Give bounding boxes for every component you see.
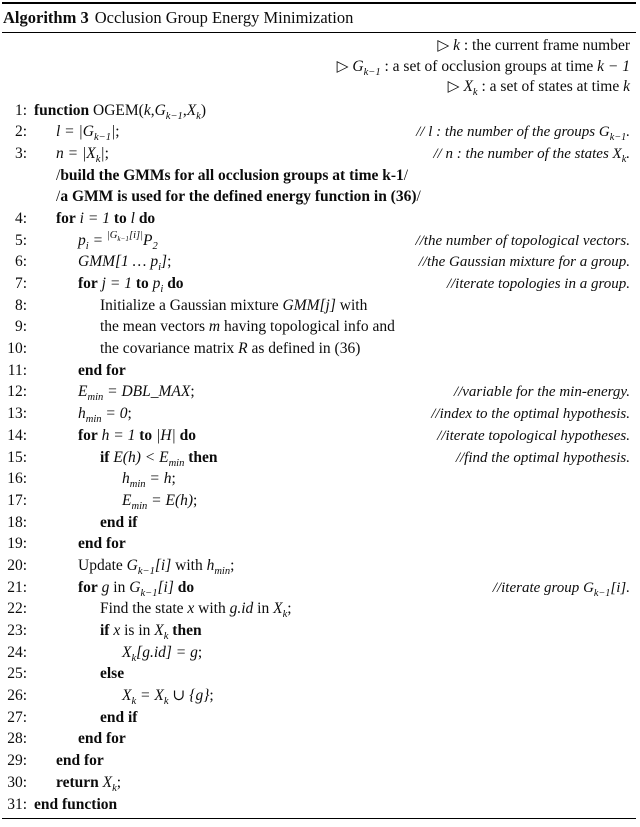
line-body: Initialize a Gaussian mixture GMM[j] with — [100, 296, 368, 314]
line-comment: //iterate topologies in a group. — [446, 276, 630, 292]
line-number: 1: — [14, 101, 27, 119]
line-body: /build the GMMs for all occlusion groups at time k-1/ — [56, 166, 409, 184]
line-body: return $X_k$; — [56, 773, 122, 794]
line-body: $X_k = X_k$ ∪ {g}; — [122, 687, 214, 708]
line-number: 25: — [7, 665, 27, 683]
algo-line — [2, 598, 636, 620]
algo-line — [2, 533, 636, 555]
algo-line — [2, 620, 636, 642]
algo-line — [2, 577, 636, 599]
line-number: 14: — [7, 426, 27, 444]
algo-line — [2, 381, 636, 403]
algo-line — [2, 555, 636, 577]
line-number: 3: — [14, 144, 27, 162]
line-number: 13: — [7, 405, 27, 423]
line-comment: // l : the number of the groups $G_{k-1}$. — [416, 124, 630, 144]
algo-line — [2, 663, 636, 685]
line-number: 23: — [7, 622, 27, 639]
algo-line — [2, 338, 636, 360]
line-body: end for — [78, 730, 126, 748]
algo-line — [2, 165, 636, 187]
algo-line — [2, 728, 636, 750]
line-number: 4: — [14, 209, 27, 227]
line-comment: //iterate topological hypotheses. — [437, 427, 630, 444]
line-body: for h = 1 to |H| do — [78, 426, 197, 444]
line-body: else — [100, 665, 125, 683]
line-body: end if — [100, 513, 138, 531]
line-body: end function — [34, 795, 118, 813]
line-comment: //iterate group $G_{k-1}[i]$. — [492, 579, 630, 599]
line-body: Find the state x with g.id in $X_k$; — [100, 600, 292, 621]
line-body: $p_i = ^{|G_{k-1}[i]|}P_2$ — [78, 230, 158, 252]
line-comment: //find the optimal hypothesis. — [455, 449, 630, 466]
algo-line — [2, 295, 636, 317]
line-number: 12: — [7, 383, 27, 401]
algorithm-caption — [2, 2, 636, 33]
algo-line — [2, 186, 636, 208]
bottom-rule — [2, 818, 636, 819]
line-comment: //variable for the min-energy. — [453, 384, 630, 401]
algo-line — [2, 750, 636, 772]
line-body: for g in $G_{k-1}[i]$ do — [78, 578, 195, 599]
line-body: end for — [78, 535, 126, 553]
preamble-line: ▷ k : the current frame number — [437, 37, 630, 54]
line-number: 6: — [14, 253, 27, 271]
line-body: end if — [100, 708, 138, 726]
line-comment: //index to the optimal hypothesis. — [431, 406, 630, 423]
line-body: $l = |G_{k-1}|$; — [56, 123, 120, 144]
line-number: 10: — [7, 340, 27, 358]
line-number: 24: — [7, 643, 27, 661]
line-number: 2: — [14, 123, 27, 141]
algo-line — [2, 794, 636, 816]
line-number: 15: — [7, 448, 27, 466]
algo-line — [2, 251, 636, 273]
line-body: for j = 1 to $p_i$ do — [78, 275, 184, 296]
input-comments — [2, 36, 636, 98]
line-body: the covariance matrix R as defined in (36) — [100, 340, 361, 358]
line-number: 20: — [7, 556, 27, 574]
line-number: 21: — [7, 578, 27, 596]
line-body: /a GMM is used for the defined energy function in (36)/ — [56, 188, 421, 206]
line-number: 11: — [7, 361, 27, 379]
preamble-line: ▷ $X_k$ : a set of states at time k — [447, 78, 630, 99]
algo-line — [2, 273, 636, 295]
algo-line — [2, 230, 636, 252]
preamble-line: ▷ $G_{k-1}$ : a set of occlusion groups at time k − 1 — [336, 57, 630, 78]
algo-line — [2, 143, 636, 165]
line-body: for i = 1 to l do — [56, 209, 156, 227]
line-body: function $OGEM(k,G_{k-1},X_k)$ — [34, 101, 207, 122]
line-number: 31: — [7, 795, 27, 813]
algorithm-body — [2, 100, 636, 816]
line-body: end for — [78, 361, 126, 379]
line-number: 27: — [7, 708, 27, 726]
line-body: $E_{min} = E(h)$; — [122, 491, 198, 512]
algo-line — [2, 707, 636, 729]
algo-line — [2, 121, 636, 143]
line-number: 22: — [7, 600, 27, 618]
line-body: end for — [56, 752, 104, 770]
algorithm-title: Occlusion Group Energy Minimization — [94, 8, 354, 27]
line-comment: //the number of topological vectors. — [415, 232, 630, 249]
line-body: $X_k[g.id] = g$; — [122, 643, 203, 664]
line-number: 30: — [7, 773, 27, 791]
line-body: Update $G_{k-1}[i]$ with $h_{min}$; — [78, 556, 235, 578]
algo-line — [2, 490, 636, 512]
algo-line — [2, 512, 636, 534]
algo-line — [2, 360, 636, 382]
algo-line — [2, 685, 636, 707]
algo-line — [2, 100, 636, 122]
line-number: 8: — [14, 296, 27, 314]
line-body: $h_{min} = h$; — [122, 470, 176, 491]
line-body: GMM[1 … $p_i$]; — [78, 253, 172, 274]
algo-line — [2, 468, 636, 490]
algo-line — [2, 403, 636, 425]
line-number: 9: — [14, 318, 27, 336]
algo-line — [2, 208, 636, 230]
algo-line — [2, 316, 636, 338]
line-number: 5: — [14, 231, 27, 249]
line-number: 7: — [14, 275, 27, 292]
algo-line — [2, 425, 636, 447]
line-body: $n = |X_k|$; — [56, 144, 109, 165]
line-comment: // n : the number of the states $X_k$. — [433, 145, 630, 165]
line-body: the mean vectors m having topological info and — [100, 318, 395, 336]
line-body: if x is in $X_k$ then — [100, 622, 202, 643]
line-body: if $E(h) < E_{min}$ then — [100, 448, 218, 469]
line-number: 26: — [7, 687, 27, 705]
line-number: 28: — [7, 730, 27, 748]
line-body: $E_{min}$ = DBL_MAX; — [78, 383, 195, 404]
line-body: $h_{min} = 0$; — [78, 405, 132, 426]
algo-line — [2, 642, 636, 664]
line-number: 16: — [7, 470, 27, 488]
line-number: 19: — [7, 535, 27, 553]
algo-line — [2, 772, 636, 794]
algo-line — [2, 447, 636, 469]
line-number: 18: — [7, 513, 27, 531]
line-comment: //the Gaussian mixture for a group. — [418, 254, 630, 271]
algorithm-label: Algorithm 3 — [3, 8, 89, 27]
line-number: 29: — [7, 752, 27, 770]
line-number: 17: — [7, 491, 27, 509]
